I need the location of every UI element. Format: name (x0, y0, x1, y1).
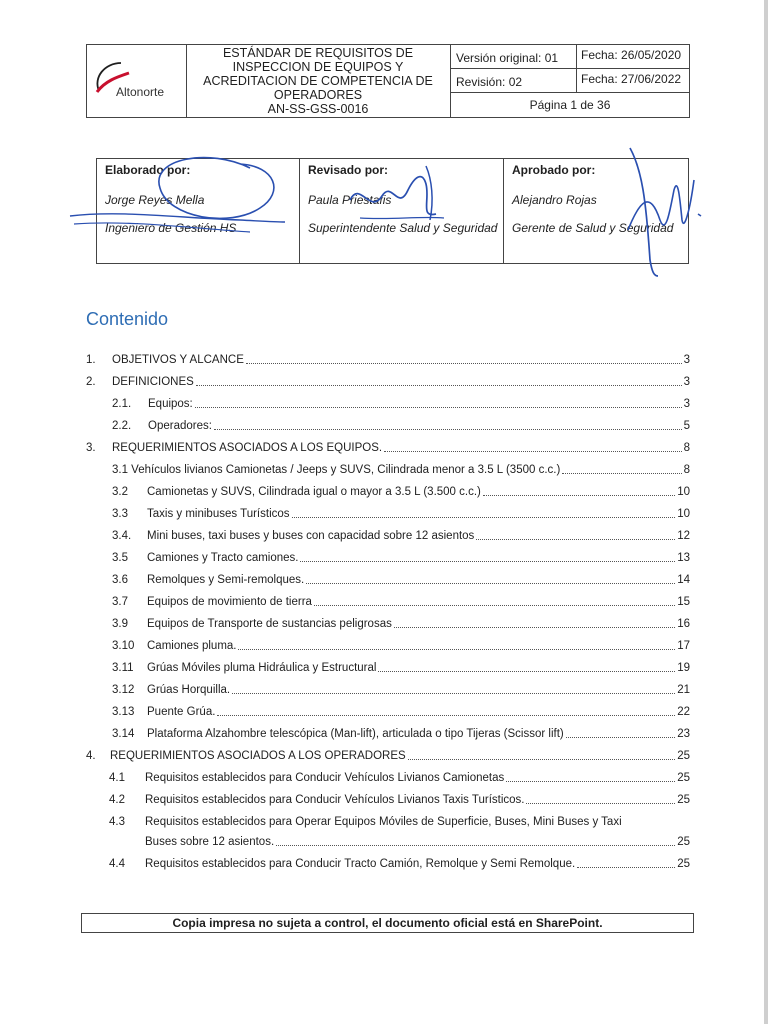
toc-entry-number: 4. (86, 750, 96, 762)
toc-entry[interactable] (86, 392, 690, 410)
toc-entry-number: 3.12 (112, 684, 135, 696)
toc-entry[interactable] (86, 678, 690, 696)
toc-entry[interactable] (86, 766, 690, 784)
approval-table (96, 158, 689, 264)
approval-role: Gerente de Salud y Seguridad (512, 221, 674, 235)
toc-entry-label: Equipos: (148, 398, 193, 410)
toc-entry-page: 3 (683, 354, 690, 366)
toc-entry[interactable] (86, 852, 690, 870)
toc-leader-dots (562, 461, 681, 474)
toc-entry-label: 3.1 Vehículos livianos Camionetas / Jeeps y SUVS, Cilindrada menor a 3.5 L (3500 c.c.) (112, 464, 561, 476)
toc-entry-number: 3.9 (112, 618, 128, 630)
toc-leader-dots (506, 769, 675, 782)
toc-entry[interactable] (86, 436, 690, 454)
title-line: INSPECCION DE EQUIPOS Y (232, 60, 404, 74)
toc-leader-dots (232, 681, 675, 694)
toc-leader-dots (378, 659, 675, 672)
toc-entry[interactable] (86, 502, 690, 520)
toc-leader-dots (196, 373, 682, 386)
toc-entry[interactable] (86, 612, 690, 630)
toc-entry-label: REQUERIMIENTOS ASOCIADOS A LOS EQUIPOS. (112, 442, 383, 454)
title-line: ESTÁNDAR DE REQUISITOS DE (222, 46, 414, 60)
page-number: Página 1 de 36 (529, 98, 611, 112)
toc-entry[interactable] (86, 810, 690, 828)
toc-leader-dots (476, 527, 675, 540)
document-code: AN-SS-GSS-0016 (267, 102, 369, 116)
toc-entry-label: Puente Grúa. (147, 706, 216, 718)
toc-entry-label: Requisitos establecidos para Conducir Vehículos Livianos Camionetas (145, 772, 505, 784)
toc-leader-dots (483, 483, 675, 496)
toc-entry-number: 3.6 (112, 574, 128, 586)
toc-entry[interactable] (86, 830, 690, 848)
toc-entry-number: 1. (86, 354, 96, 366)
toc-entry-page: 10 (677, 508, 690, 520)
toc-entry[interactable] (86, 370, 690, 388)
footer-notice: Copia impresa no sujeta a control, el documento oficial está en SharePoint. (81, 913, 694, 933)
toc-entry-number: 4.3 (109, 816, 125, 828)
toc-entry-label: Grúas Móviles pluma Hidráulica y Estructural (147, 662, 377, 674)
toc-entry-number: 3.10 (112, 640, 135, 652)
document-title (186, 45, 451, 117)
approval-name: Jorge Reyes Mella (105, 193, 205, 207)
toc-entry-label: Camionetas y SUVS, Cilindrada igual o mayor a 3.5 L (3.500 c.c.) (147, 486, 481, 498)
approval-name: Paula Priestafis (308, 193, 392, 207)
toc-entry[interactable] (86, 634, 690, 652)
toc-entry-label: Remolques y Semi-remolques. (147, 574, 305, 586)
toc-entry-number: 4.1 (109, 772, 125, 784)
toc-entry-number: 3.14 (112, 728, 135, 740)
toc-entry[interactable] (86, 458, 690, 476)
toc-entry-number: 3.4. (112, 530, 132, 542)
toc-leader-dots (408, 747, 676, 760)
toc-entry[interactable] (86, 590, 690, 608)
approval-heading: Aprobado por: (512, 163, 596, 177)
toc-leader-dots (195, 395, 682, 408)
toc-entry-page: 25 (677, 858, 690, 870)
logo-cell (87, 45, 187, 117)
toc-entry-page: 12 (677, 530, 690, 542)
version-label: Versión original: 01 (451, 45, 577, 69)
toc-leader-dots (306, 571, 675, 584)
toc-entry-number: 3.13 (112, 706, 135, 718)
toc-entry-page: 5 (683, 420, 690, 432)
toc-entry-page: 14 (677, 574, 690, 586)
toc-entry-label: Plataforma Alzahombre telescópica (Man-lift), articulada o tipo Tijeras (Scissor lift) (147, 728, 564, 740)
toc-entry-page: 8 (683, 442, 690, 454)
scan-edge (764, 0, 768, 1024)
toc-entry-label: Mini buses, taxi buses y buses con capacidad sobre 12 asientos (147, 530, 475, 542)
toc-entry-page: 3 (683, 398, 690, 410)
toc-entry-page: 3 (683, 376, 690, 388)
toc-entry-number: 2.2. (112, 420, 132, 432)
toc-leader-dots (566, 725, 675, 738)
company-name: Altonorte (116, 85, 165, 99)
toc-entry-number: 3.5 (112, 552, 128, 564)
toc-entry-label: Operadores: (148, 420, 212, 432)
toc-entry[interactable] (86, 700, 690, 718)
toc-entry-page: 22 (677, 706, 690, 718)
toc-entry-number: 3.2 (112, 486, 128, 498)
toc-entry[interactable] (86, 524, 690, 542)
toc-entry[interactable] (86, 480, 690, 498)
toc-entry-label: DEFINICIONES (112, 376, 194, 388)
revision-date: Fecha: 27/06/2022 (577, 69, 689, 93)
toc-entry-page: 25 (677, 750, 690, 762)
version-date: Fecha: 26/05/2020 (577, 45, 689, 69)
toc-entry-label: OBJETIVOS Y ALCANCE (112, 354, 244, 366)
toc-entry-label: Requisitos establecidos para Conducir Vehículos Livianos Taxis Turísticos. (145, 794, 525, 806)
toc-entry-label: Camiones y Tracto camiones. (147, 552, 299, 564)
toc-entry-number: 4.2 (109, 794, 125, 806)
toc-entry-label: REQUERIMIENTOS ASOCIADOS A LOS OPERADORES (110, 750, 406, 762)
toc-title: Contenido (86, 309, 169, 329)
toc-leader-dots (526, 791, 675, 804)
toc-entry-number: 3. (86, 442, 96, 454)
toc-entry-page: 25 (677, 772, 690, 784)
toc-entry-number: 3.7 (112, 596, 128, 608)
revision-label: Revisión: 02 (451, 69, 577, 93)
toc-entry-page: 17 (677, 640, 690, 652)
toc-leader-dots (292, 505, 676, 518)
toc-entry-number: 2. (86, 376, 96, 388)
toc-leader-dots (246, 351, 682, 364)
toc-entry-label: Buses sobre 12 asientos. (145, 836, 275, 848)
toc-leader-dots (314, 593, 675, 606)
toc-entry-number: 3.11 (112, 662, 134, 674)
document-header (86, 44, 690, 118)
approval-name: Alejandro Rojas (512, 193, 597, 207)
toc-leader-dots (276, 833, 675, 846)
toc-entry-label: Requisitos establecidos para Operar Equipos Móviles de Superficie, Buses, Mini Buses y Taxi (145, 816, 622, 828)
toc-leader-dots (238, 637, 675, 650)
toc-leader-dots (214, 417, 682, 430)
approval-role: Ingeniero de Gestión HS (105, 221, 237, 235)
toc-entry-label: Equipos de movimiento de tierra (147, 596, 312, 608)
approval-heading: Revisado por: (308, 163, 389, 177)
toc-entry[interactable] (86, 568, 690, 586)
title-line: ACREDITACION DE COMPETENCIA DE (203, 74, 433, 88)
toc-entry-label: Grúas Horquilla. (147, 684, 231, 696)
approval-role: Superintendente Salud y Seguridad (308, 221, 498, 235)
toc-leader-dots (300, 549, 675, 562)
toc-entry-label: Taxis y minibuses Turísticos (147, 508, 290, 520)
toc-entry[interactable] (86, 546, 690, 564)
toc-entry[interactable] (86, 656, 690, 674)
toc-entry-page: 21 (677, 684, 690, 696)
approval-heading: Elaborado por: (105, 163, 191, 177)
approval-reviewed (300, 159, 504, 263)
toc-entry-number: 3.3 (112, 508, 128, 520)
toc-entry-label: Camiones pluma. (147, 640, 237, 652)
toc-entry-label: Requisitos establecidos para Conducir Tracto Camión, Remolque y Semi Remolque. (145, 858, 576, 870)
toc-entry-page: 25 (677, 794, 690, 806)
toc-entry-page: 10 (677, 486, 690, 498)
approval-prepared (97, 159, 300, 263)
toc-entry-label: Equipos de Transporte de sustancias peligrosas (147, 618, 392, 630)
toc-entry[interactable] (86, 744, 690, 762)
title-line: OPERADORES (273, 88, 363, 102)
toc-leader-dots (394, 615, 675, 628)
toc-entry-page: 16 (677, 618, 690, 630)
toc-entry[interactable] (86, 788, 690, 806)
toc-leader-dots (384, 439, 681, 452)
toc-entry-page: 25 (677, 836, 690, 848)
approval-approved (504, 159, 688, 263)
toc-entry[interactable] (86, 348, 690, 366)
toc-entry-page: 8 (683, 464, 690, 476)
toc-leader-dots (577, 855, 675, 868)
toc-entry-number: 2.1. (112, 398, 132, 410)
toc-entry[interactable] (86, 414, 690, 432)
toc-entry-page: 23 (677, 728, 690, 740)
toc-entry-page: 15 (677, 596, 690, 608)
toc-entry-page: 13 (677, 552, 690, 564)
toc-leader-dots (217, 703, 675, 716)
toc-entry-page: 19 (677, 662, 690, 674)
toc-entry[interactable] (86, 722, 690, 740)
toc-entry-number: 4.4 (109, 858, 125, 870)
